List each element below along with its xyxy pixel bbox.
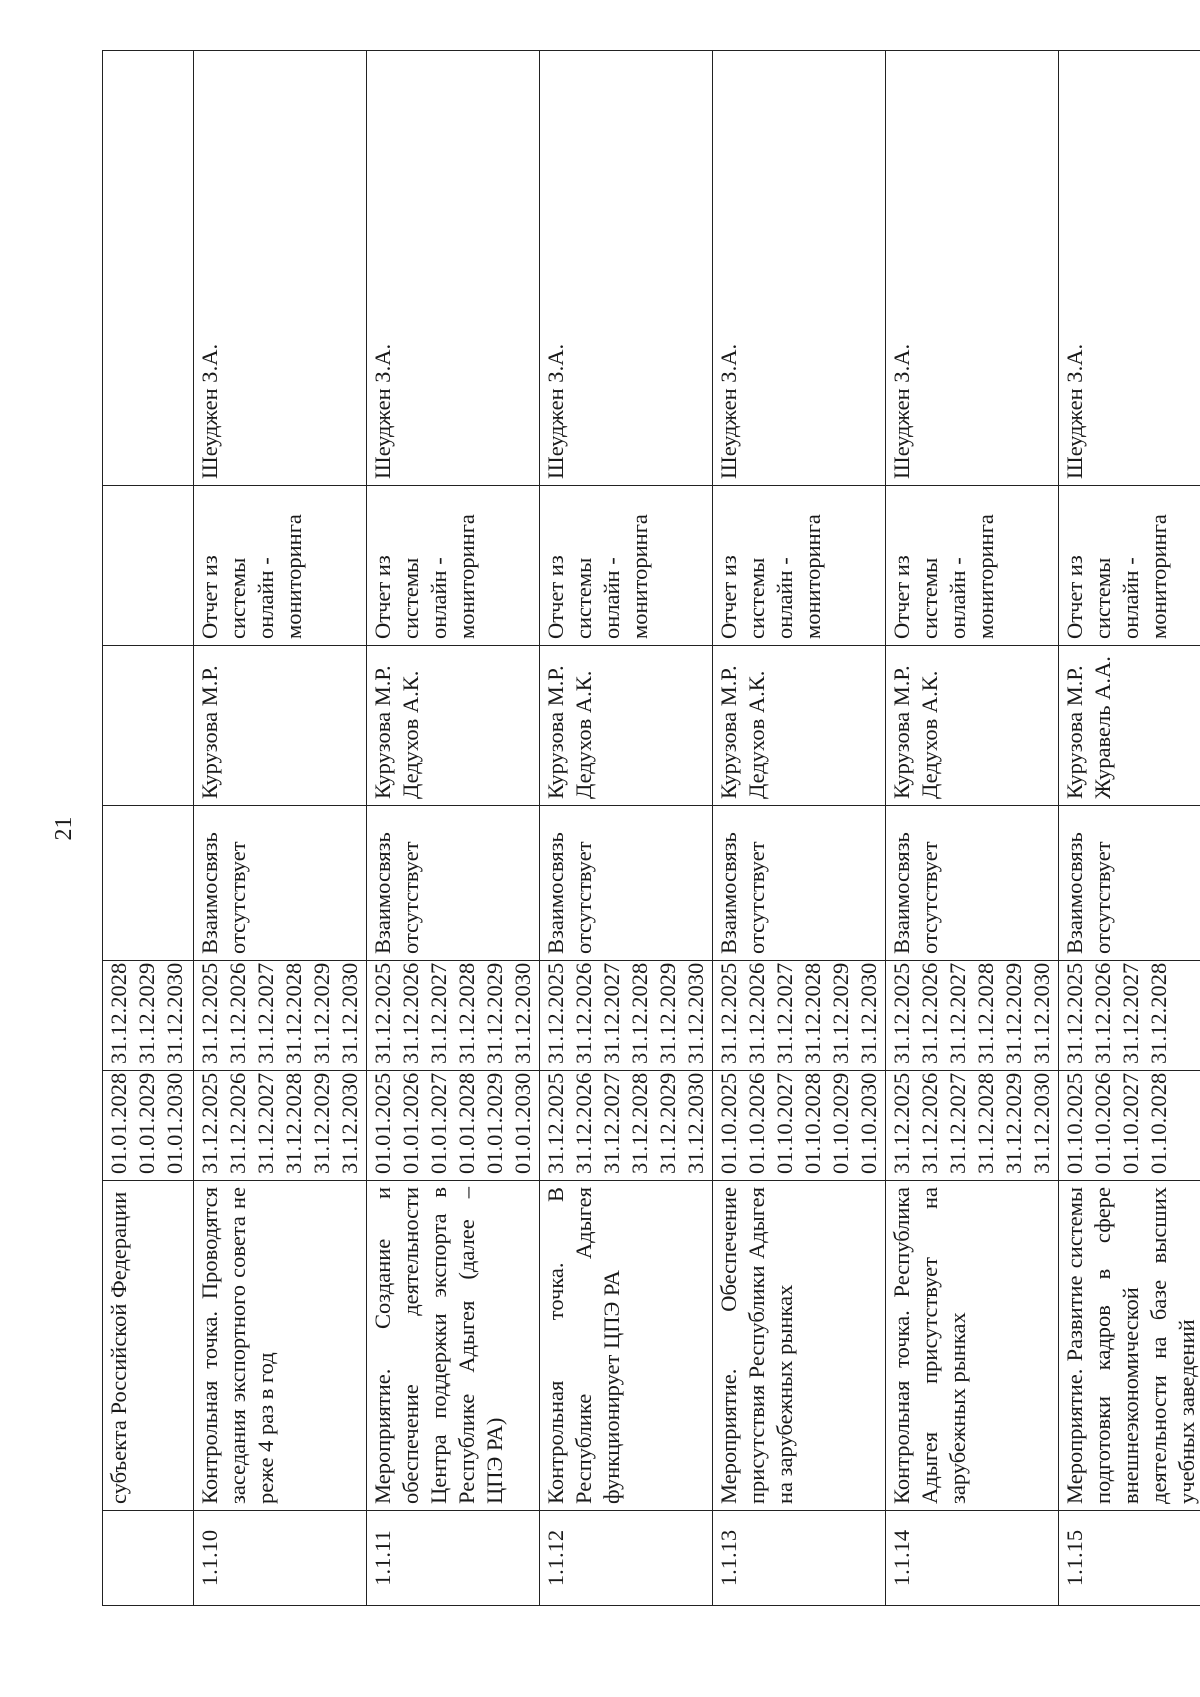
- start-date: 01.10.2027: [1118, 1072, 1143, 1174]
- link-text: Взаимосвязь отсутствует: [716, 832, 769, 954]
- end-date: 31.12.2025: [889, 962, 914, 1064]
- curator-name: Шеуджен З.А.: [1062, 343, 1087, 479]
- responsible-person: Курузова М.Р.: [543, 665, 568, 799]
- start-date: 31.12.2028: [627, 1072, 652, 1174]
- start-date: 01.01.2029: [134, 1072, 159, 1174]
- responsible-person: Курузова М.Р.: [716, 665, 741, 799]
- cell-name: [367, 1181, 540, 1511]
- cell-ends: [194, 961, 367, 1071]
- cell-responsible: [194, 646, 367, 806]
- cell-curator: [540, 51, 713, 486]
- end-date: 31.12.2026: [398, 962, 423, 1064]
- responsible-person: Дедухов А.К.: [398, 670, 423, 799]
- end-date: 31.12.2025: [370, 962, 395, 1064]
- responsible-person: Курузова М.Р.: [197, 665, 222, 799]
- link-text: Взаимосвязь отсутствует: [1062, 832, 1115, 954]
- end-date: 31.12.2027: [599, 962, 624, 1064]
- start-date: 31.12.2027: [599, 1072, 624, 1174]
- end-date: 31.12.2026: [917, 962, 942, 1064]
- cell-link: [103, 806, 194, 961]
- cell-document: [1059, 486, 1200, 646]
- row-number: 1.1.13: [716, 1529, 741, 1587]
- cell-starts: [886, 1071, 1059, 1181]
- link-text: Взаимосвязь отсутствует: [370, 832, 423, 954]
- start-date: 31.12.2028: [281, 1072, 306, 1174]
- start-date: 01.10.2030: [856, 1072, 881, 1174]
- cell-curator: [713, 51, 886, 486]
- end-date: 31.12.2029: [134, 962, 159, 1064]
- row-number: 1.1.15: [1062, 1529, 1087, 1587]
- cell-link: [194, 806, 367, 961]
- cell-link: [1059, 806, 1200, 961]
- end-date: 31.12.2029: [309, 962, 334, 1064]
- end-date: 31.12.2030: [856, 962, 881, 1064]
- cell-starts: [713, 1071, 886, 1181]
- rotated-page: [50, 51, 1199, 1606]
- continuation-row: [103, 51, 194, 1606]
- end-date: 31.12.2027: [772, 962, 797, 1064]
- end-date: 31.12.2027: [253, 962, 278, 1064]
- cell-name: [194, 1181, 367, 1511]
- end-date: 31.12.2027: [1118, 962, 1143, 1064]
- cell-name: [886, 1181, 1059, 1511]
- cell-num: [540, 1511, 713, 1606]
- end-date: 31.12.2030: [683, 962, 708, 1064]
- start-date: 01.10.2025: [1062, 1072, 1087, 1174]
- cell-link: [886, 806, 1059, 961]
- end-date: 31.12.2030: [510, 962, 535, 1064]
- start-date: 01.01.2028: [106, 1072, 131, 1174]
- link-text: Взаимосвязь отсутствует: [197, 832, 250, 954]
- end-date: 31.12.2025: [197, 962, 222, 1064]
- row-name: Контрольная точка. Проводятся заседания экспортного совета не реже 4 раз в год: [197, 1187, 278, 1504]
- start-date: 31.12.2029: [309, 1072, 334, 1174]
- start-date: 31.12.2030: [683, 1072, 708, 1174]
- start-date: 31.12.2029: [1001, 1072, 1026, 1174]
- start-date: 01.01.2028: [454, 1072, 479, 1174]
- page-number: 21: [51, 816, 77, 841]
- row-number: 1.1.11: [370, 1530, 395, 1586]
- cell-num: [194, 1511, 367, 1606]
- cell-starts: [540, 1071, 713, 1181]
- cell-num: [103, 1511, 194, 1606]
- document-type: Отчет из системы онлайн - мониторинга: [543, 514, 652, 639]
- end-date: 31.12.2030: [162, 962, 187, 1064]
- start-date: 01.10.2025: [716, 1072, 741, 1174]
- cell-ends: [1059, 961, 1200, 1071]
- table-row: [1059, 51, 1200, 1606]
- start-date: 01.01.2030: [162, 1072, 187, 1174]
- cell-responsible: [367, 646, 540, 806]
- cell-name: [1059, 1181, 1200, 1511]
- start-date: 01.10.2028: [1146, 1072, 1171, 1174]
- end-date: 31.12.2030: [337, 962, 362, 1064]
- cell-responsible: [713, 646, 886, 806]
- end-date: 31.12.2027: [426, 962, 451, 1064]
- row-number: 1.1.12: [543, 1529, 568, 1587]
- responsible-person: Курузова М.Р.: [370, 665, 395, 799]
- document-type: Отчет из системы онлайн - мониторинга: [197, 514, 306, 639]
- start-date: 01.10.2026: [1090, 1072, 1115, 1174]
- cell-document: [540, 486, 713, 646]
- start-date: 01.10.2027: [772, 1072, 797, 1174]
- link-text: Взаимосвязь отсутствует: [889, 832, 942, 954]
- responsible-person: Курузова М.Р.: [1062, 665, 1087, 799]
- start-date: 01.01.2026: [398, 1072, 423, 1174]
- row-name: Контрольная точка. Республика Адыгея присутствует на зарубежных рынках: [889, 1187, 970, 1504]
- cell-num: [367, 1511, 540, 1606]
- cell-curator: [1059, 51, 1200, 486]
- curator-name: Шеуджен З.А.: [197, 343, 222, 479]
- cell-num: [713, 1511, 886, 1606]
- table-row: [713, 51, 886, 1606]
- responsible-person: Дедухов А.К.: [917, 670, 942, 799]
- start-date: 31.12.2027: [945, 1072, 970, 1174]
- cell-responsible: [886, 646, 1059, 806]
- table-row: [194, 51, 367, 1606]
- cell-num: [1059, 1511, 1200, 1606]
- end-date: 31.12.2028: [106, 962, 131, 1064]
- cell-ends: [367, 961, 540, 1071]
- end-date: 31.12.2025: [543, 962, 568, 1064]
- row-name: Мероприятие. Обеспечение присутствия Республики Адыгея на зарубежных рынках: [716, 1187, 797, 1504]
- end-date: 31.12.2028: [454, 962, 479, 1064]
- end-date: 31.12.2026: [744, 962, 769, 1064]
- end-date: 31.12.2026: [225, 962, 250, 1064]
- start-date: 31.12.2027: [253, 1072, 278, 1174]
- row-number: 1.1.14: [889, 1529, 914, 1587]
- start-date: 31.12.2025: [543, 1072, 568, 1174]
- document-type: Отчет из системы онлайн - мониторинга: [889, 514, 998, 639]
- end-date: 31.12.2028: [1146, 962, 1171, 1064]
- cell-starts: [367, 1071, 540, 1181]
- plan-table: [102, 50, 1200, 1606]
- curator-name: Шеуджен З.А.: [370, 343, 395, 479]
- cell-curator: [103, 51, 194, 486]
- cell-starts: [103, 1071, 194, 1181]
- curator-name: Шеуджен З.А.: [889, 343, 914, 479]
- table-row: [540, 51, 713, 1606]
- start-date: 31.12.2026: [571, 1072, 596, 1174]
- cell-document: [886, 486, 1059, 646]
- cell-link: [367, 806, 540, 961]
- cell-name: [103, 1181, 194, 1511]
- cell-link: [713, 806, 886, 961]
- cell-name: [713, 1181, 886, 1511]
- cell-document: [367, 486, 540, 646]
- curator-name: Шеуджен З.А.: [543, 343, 568, 479]
- start-date: 01.01.2025: [370, 1072, 395, 1174]
- responsible-person: Дедухов А.К.: [744, 670, 769, 799]
- cell-responsible: [1059, 646, 1200, 806]
- table-row: [886, 51, 1059, 1606]
- cell-ends: [713, 961, 886, 1071]
- end-date: 31.12.2028: [800, 962, 825, 1064]
- start-date: 31.12.2030: [1029, 1072, 1054, 1174]
- end-date: 31.12.2028: [973, 962, 998, 1064]
- start-date: 01.10.2029: [828, 1072, 853, 1174]
- end-date: 31.12.2030: [1029, 962, 1054, 1064]
- start-date: 31.12.2026: [917, 1072, 942, 1174]
- cell-responsible: [540, 646, 713, 806]
- responsible-person: Журавель А.А.: [1090, 656, 1115, 799]
- start-date: 31.12.2025: [889, 1072, 914, 1174]
- cell-num: [886, 1511, 1059, 1606]
- start-date: 01.01.2029: [482, 1072, 507, 1174]
- responsible-person: Дедухов А.К.: [571, 670, 596, 799]
- start-date: 01.01.2027: [426, 1072, 451, 1174]
- cell-responsible: [103, 646, 194, 806]
- cell-curator: [886, 51, 1059, 486]
- start-date: 31.12.2026: [225, 1072, 250, 1174]
- cell-curator: [367, 51, 540, 486]
- responsible-person: Курузова М.Р.: [889, 665, 914, 799]
- cell-link: [540, 806, 713, 961]
- end-date: 31.12.2028: [627, 962, 652, 1064]
- row-name: Мероприятие. Развитие системы подготовки кадров в сфере внешнеэкономической деятельности на базе высших учебных заведений: [1062, 1187, 1199, 1504]
- cell-document: [713, 486, 886, 646]
- cell-ends: [103, 961, 194, 1071]
- end-date: 31.12.2029: [655, 962, 680, 1064]
- row-number: 1.1.10: [197, 1529, 222, 1587]
- start-date: 31.12.2029: [655, 1072, 680, 1174]
- start-date: 31.12.2028: [973, 1072, 998, 1174]
- cell-starts: [194, 1071, 367, 1181]
- end-date: 31.12.2029: [482, 962, 507, 1064]
- document-type: Отчет из системы онлайн - мониторинга: [716, 514, 825, 639]
- end-date: 31.12.2027: [945, 962, 970, 1064]
- end-date: 31.12.2025: [716, 962, 741, 1064]
- curator-name: Шеуджен З.А.: [716, 343, 741, 479]
- cell-curator: [194, 51, 367, 486]
- end-date: 31.12.2029: [828, 962, 853, 1064]
- end-date: 31.12.2028: [281, 962, 306, 1064]
- end-date: 31.12.2026: [571, 962, 596, 1064]
- end-date: 31.12.2025: [1062, 962, 1087, 1064]
- cell-ends: [540, 961, 713, 1071]
- cell-document: [103, 486, 194, 646]
- document-type: Отчет из системы онлайн - мониторинга: [370, 514, 479, 639]
- start-date: 31.12.2030: [337, 1072, 362, 1174]
- start-date: 01.10.2028: [800, 1072, 825, 1174]
- row-name: Контрольная точка. В Республике Адыгея функционирует ЦПЭ РА: [543, 1187, 624, 1504]
- end-date: 31.12.2029: [1001, 962, 1026, 1064]
- row-name: Мероприятие. Создание и обеспечение деятельности Центра поддержки экспорта в Республике Адыгея (далее – ЦПЭ РА): [370, 1187, 507, 1504]
- start-date: 01.10.2026: [744, 1072, 769, 1174]
- cell-name: [540, 1181, 713, 1511]
- cell-starts: [1059, 1071, 1200, 1181]
- cell-ends: [886, 961, 1059, 1071]
- start-date: 01.01.2030: [510, 1072, 535, 1174]
- row-name: субъекта Российской Федерации: [106, 1191, 131, 1504]
- cell-document: [194, 486, 367, 646]
- end-date: 31.12.2026: [1090, 962, 1115, 1064]
- start-date: 31.12.2025: [197, 1072, 222, 1174]
- document-type: Отчет из системы онлайн - мониторинга: [1062, 514, 1171, 639]
- table-row: [367, 51, 540, 1606]
- link-text: Взаимосвязь отсутствует: [543, 832, 596, 954]
